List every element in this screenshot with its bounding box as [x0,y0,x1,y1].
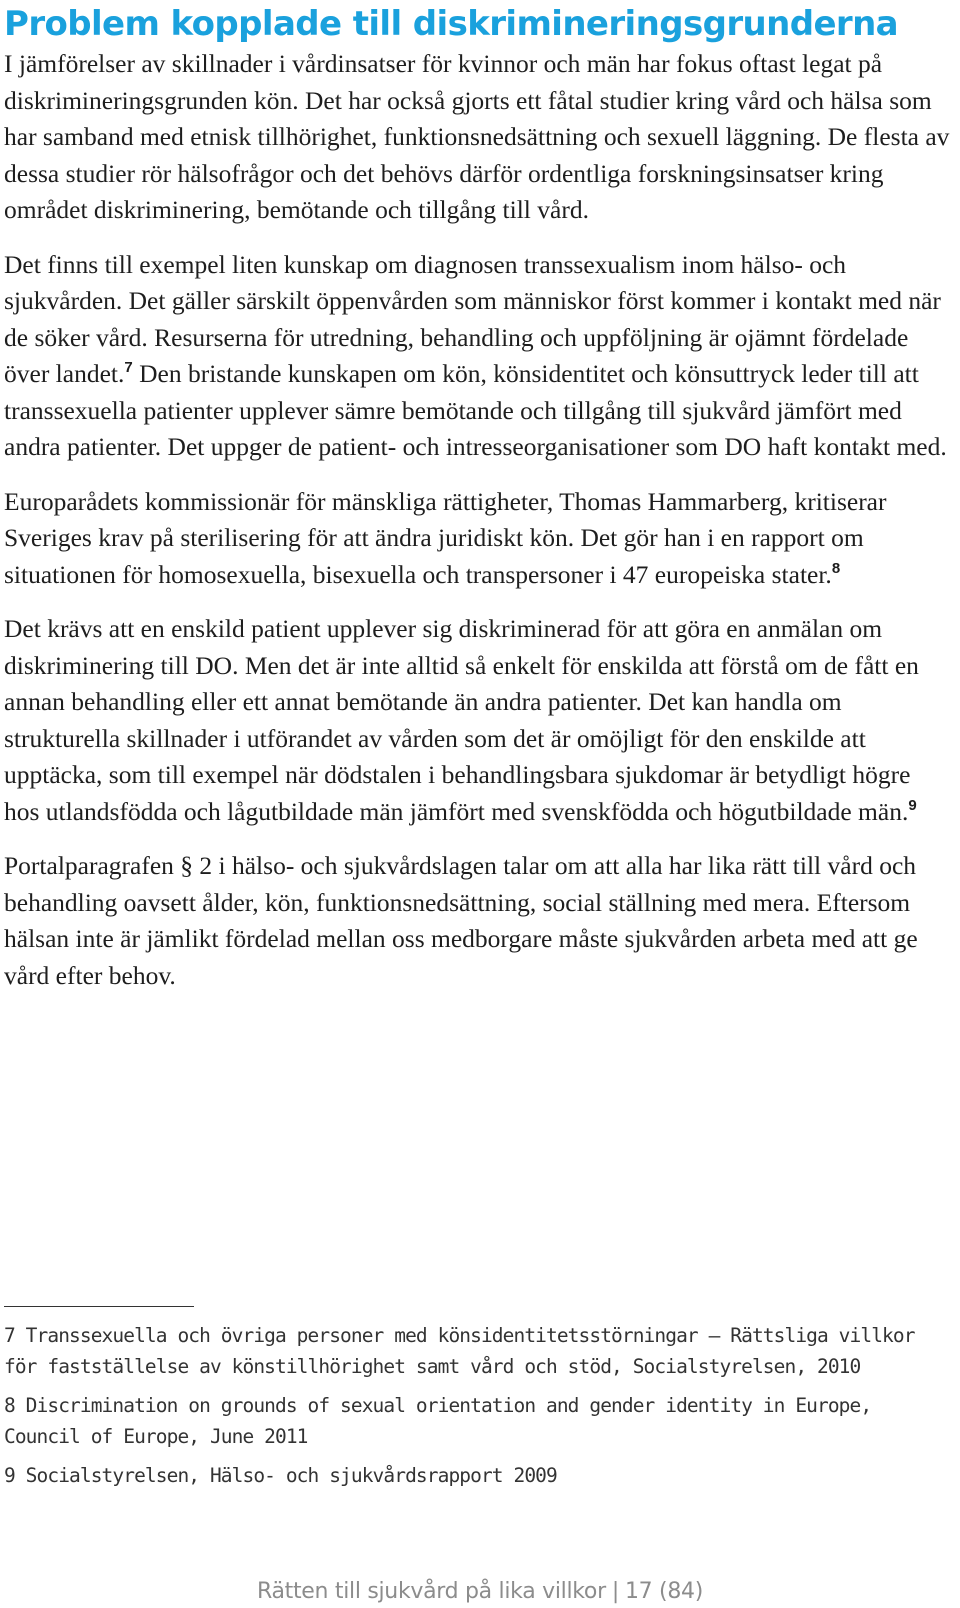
document-title: Rätten till sjukvård på lika villkor [256,1579,606,1604]
section-heading: Problem kopplade till diskrimineringsgrunderna [4,4,899,44]
footnote-9: 9 Socialstyrelsen, Hälso- och sjukvårdsrapport 2009 [4,1464,557,1487]
footnote-ref-7: 7 [124,359,133,376]
paragraph-2-text: Det finns till exempel liten kunskap om diagnosen transsexualism inom hälso- och sjukvården. Det gäller särskilt öppenvården som människor först kommer i kontakt med när de söker vård. Resurserna för utredning, behandling och uppföljning är ojämnt fördelade över landet. [4,249,941,388]
paragraph-3 [4,484,952,594]
footnote-ref-9: 9 [908,796,917,814]
paragraph-1: I jämförelser av skillnader i vårdinsatser för kvinnor och män har fokus oftast legat på diskrimineringsgrunden kön. Det har också gjorts ett fåtal studier kring vård och hälsa som har samband med etnisk tillhörighet, funktionsnedsättning och sexuell läggning. De flesta av dessa studier rör hälsofrågor och det behövs därför ordentliga forskningsinsatser kring området diskriminering, bemötande och tillgång till vård. [4,49,950,224]
paragraph-4 [4,611,952,830]
footer-separator: | [611,1579,619,1604]
paragraph-2 [4,247,952,466]
page-footer [0,1578,960,1606]
footnote-divider [4,1306,194,1307]
paragraph-5: Portalparagrafen § 2 i hälso- och sjukvårdslagen talar om att alla har lika rätt till vård och behandling oavsett ålder, kön, funktionsnedsättning, social ställning med mera. Eftersom hälsan inte är jämlikt fördelad mellan oss medborgare måste sjukvården arbeta med att ge vård efter behov. [4,851,918,990]
page-number: 17 (84) [624,1579,704,1604]
paragraph-2-text-continued: Den bristande kunskapen om kön, könsidentitet och könsuttryck leder till att transsexuella patienter upplever sämre bemötande och tillgång till sjukvård jämfört med andra patienter. Det uppger de patient- och intresseorganisationer som DO haft kontakt med. [4,359,947,461]
footnote-ref-8: 8 [831,559,841,577]
footnote-7: 7 Transsexuella och övriga personer med könsidentitetsstörningar – Rättsliga villkor för fastställelse av könstillhörighet samt vård och stöd, Socialstyrelsen, 2010 [4,1324,915,1378]
paragraph-4-text: Det krävs att en enskild patient upplever sig diskriminerad för att göra en anmälan om diskriminering till DO. Men det är inte alltid så enkelt för enskilda att förstå om de fått en annan behandling eller ett annat bemötande än andra patienter. Det kan handla om strukturella skillnader i utförandet av vården som det är omöjligt för den enskilde att upptäcka, som till exempel när dödstalen i behandlingsbara sjukdomar är betydligt högre hos utlandsfödda och lågutbildade män jämfört med svenskfödda och högutbildade män. [4,614,919,826]
page-content [4,0,952,1012]
footnote-8: 8 Discrimination on grounds of sexual orientation and gender identity in Europe, Council of Europe, June 2011 [4,1394,872,1448]
body-text [4,46,952,994]
paragraph-3-text: Europarådets kommissionär för mänskliga rättigheter, Thomas Hammarberg, kritiserar Sveriges krav på sterilisering för att ändra juridiskt kön. Det gör han i en rapport om situationen för homosexuella, bisexuella och transpersoner i 47 europeiska stater. [4,486,887,589]
footnotes [4,1320,952,1499]
